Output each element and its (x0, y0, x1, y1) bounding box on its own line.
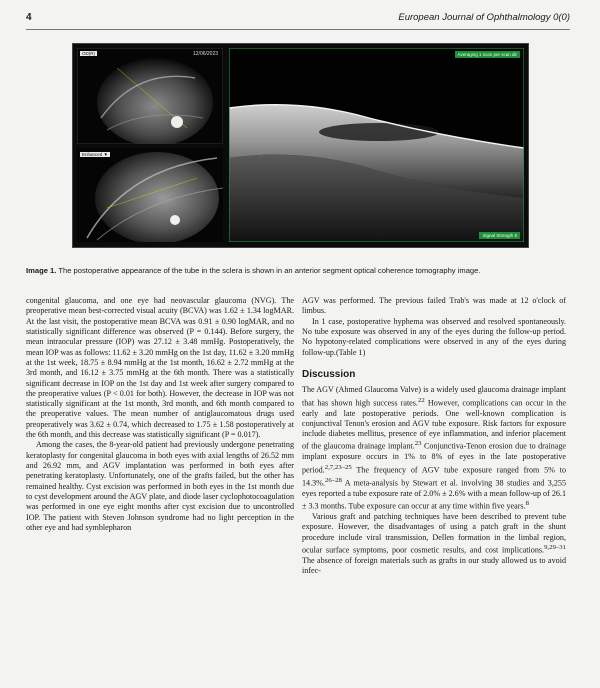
eye-label: OD(R) (82, 51, 95, 56)
page-number: 4 (26, 12, 32, 23)
caption-text: The postoperative appearance of the tube in the sclera is shown in an anterior segment optical coherence tomography image. (56, 266, 481, 275)
discussion-paragraph: Various graft and patching techniques have been described to prevent tube exposure. However, the disadvantages of using a patch graft in the shunt procedure include viral transmission, Dellen formation in the limbal region, ocular surface symptoms, poor cosmetic results, and cost implications.$^{9,29-31}$ The absence of foreign materials such as grafts in our study allowed us to avoid infec- (302, 512, 566, 576)
results-paragraph: AGV was performed. The previous failed Trab's was made at 12 o'clock of limbus. (302, 296, 566, 316)
enhance-dropdown: Enhanced ▼ (82, 152, 108, 157)
right-text-column (302, 296, 566, 577)
discussion-heading: Discussion (302, 368, 356, 380)
results-paragraph: congenital glaucoma, and one eye had neovascular glaucoma (NVG). The preoperative mean best-corrected visual acuity (BCVA) was 1.62 ± 1.34 logMAR. At the last visit, the postoperative mean BCVA was 0.91 ± 0.90 logMAR, and no statistically significant difference was observed (P = 0.144). Before surgery, the mean intraocular pressure (IOP) was 27.12 ± 3.48 mmHg. Postoperatively, the mean IOP was as follows: 11.62 ± 3.20 mmHg on the 1st day, 11.62 ± 3.20 mmHg at the 1st week, 18.75 ± 8.94 mmHg at the 1st month, 16.62 ± 2.72 mmHg at the 3rd month, and 16.12 ± 3.75 mmHg at the 6th month. There was a statistically significant decrease in IOP on the 1st day and 1st week after surgery compared to the preoperative values (P < 0.01 for both). However, the decrease in IOP was not statistically significant at the 1st month, 3rd month, and 6th month compared to the preoperative values. The mean number of antiglaucomatous drugs used preoperatively was 3.62 ± 0.74, which decreased to 1.75 ± 1.58 postoperatively at the 6th month, and this decrease was statistically significant (P = 0.017). (26, 296, 294, 440)
left-text-column (26, 296, 294, 533)
oct-scan-en-face-bottom (77, 148, 223, 242)
results-paragraph: In 1 case, postoperative hyphema was observed and resolved spontaneously. No tube exposure was observed in any of the eyes during the follow-up period. No hypotony-related complications were observed in any of the eyes during follow-up.(Table 1) (302, 316, 566, 357)
header-divider (26, 29, 570, 30)
results-paragraph: Among the cases, the 8-year-old patient had previously undergone penetrating keratoplasty for congenital glaucoma in both eyes with axial lengths of 26.52 mm and 26.92 mm, and AGV implantation was performed in both eyes after penetrating keratoplasty. Unfortunately, one of the grafts failed, but the other has remained healthy. Cyst excision was performed in both eyes in the 1st month due to cyst development around the AGV plate, and diode laser cyclophotocoagulation was performed in one eye eight months after cyst excision due to uncontrolled IOP. The patient with Steven Johnson syndrome had no light perception in the other eye and had symblepharon (26, 440, 294, 532)
scan-date: 12/06/2023 (193, 51, 219, 57)
signal-strength-chip: Signal Strength 8 (479, 232, 520, 239)
journal-title: European Journal of Ophthalmology 0(0) (398, 12, 570, 23)
oct-scan-en-face-top (77, 48, 223, 144)
discussion-paragraph: The AGV (Ahmed Glaucoma Valve) is a widely used glaucoma drainage implant that has shown high success rates.$^{22}$ However, complications can occur in the early and late postoperative periods. One well-known complication is conjunctival Tenon's erosion and AGV tube exposure. Risk factors for exposure include diabetes mellitus, presence of eye inflammation, and inferior placement of the glaucoma drainage implant.$^{23}$ Conjunctiva-Tenon erosion due to drainage implant exposure occurs in 1% to 8% of eyes in the late postoperative period.$^{2,7,23-25}$ The frequency of AGV tube exposure ranged from 5% to 14.3%.$^{26-28}$ A meta-analysis by Stewart et al. involving 38 studies and 3,255 eyes reported a tube exposure rate of 2.0% ± 2.6% with a mean follow-up of 26.1 ± 3.3 months. Tube exposure can occur at any time within five years.$^8$ (302, 385, 566, 511)
oct-cross-section (229, 48, 524, 242)
averaging-chip: Averaging 1 scan per scan dir (455, 51, 520, 58)
figure-caption (26, 266, 566, 276)
caption-label: Image 1. (26, 266, 57, 275)
oct-figure (72, 43, 529, 248)
page-header (0, 12, 600, 26)
